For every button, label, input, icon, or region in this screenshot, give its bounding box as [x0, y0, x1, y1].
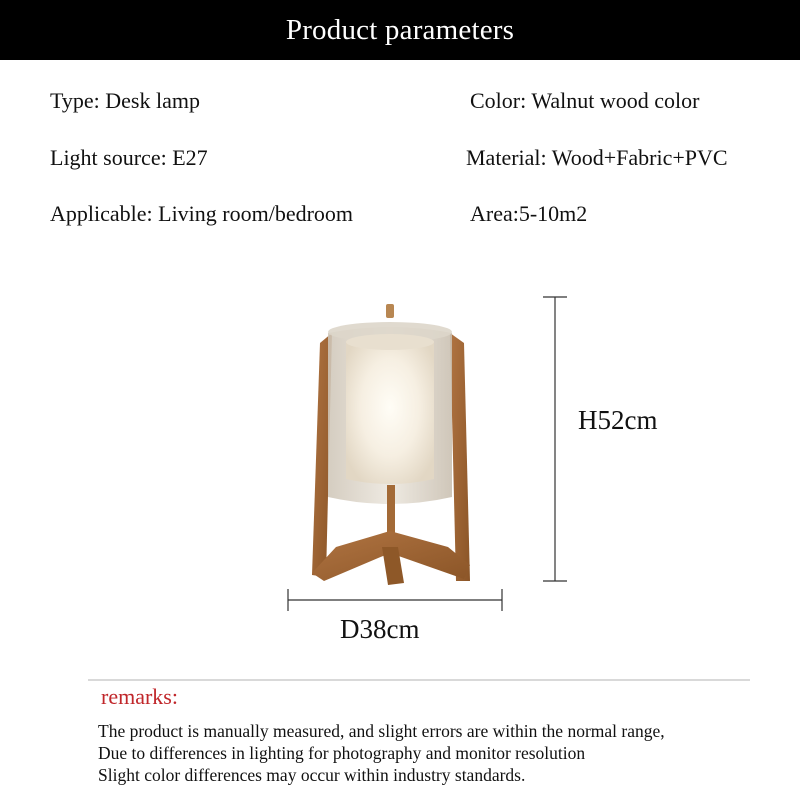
param-type: Type: Desk lamp	[50, 88, 200, 113]
param-material: Material: Wood+Fabric+PVC	[466, 145, 728, 170]
remark-line-1: The product is manually measured, and slight errors are within the normal range,	[98, 721, 665, 741]
divider	[88, 679, 750, 681]
param-color: Color: Walnut wood color	[470, 88, 700, 113]
param-light-source: Light source: E27	[50, 145, 208, 170]
diameter-label: D38cm	[340, 614, 420, 644]
remark-line-2: Due to differences in lighting for photography and monitor resolution	[98, 743, 586, 763]
param-area: Area:5-10m2	[470, 201, 588, 226]
height-label: H52cm	[578, 405, 658, 435]
param-applicable: Applicable: Living room/bedroom	[50, 201, 354, 226]
remarks-title: remarks:	[101, 684, 178, 709]
remark-line-3: Slight color differences may occur within industry standards.	[98, 765, 526, 785]
page-title: Product parameters	[285, 13, 515, 46]
